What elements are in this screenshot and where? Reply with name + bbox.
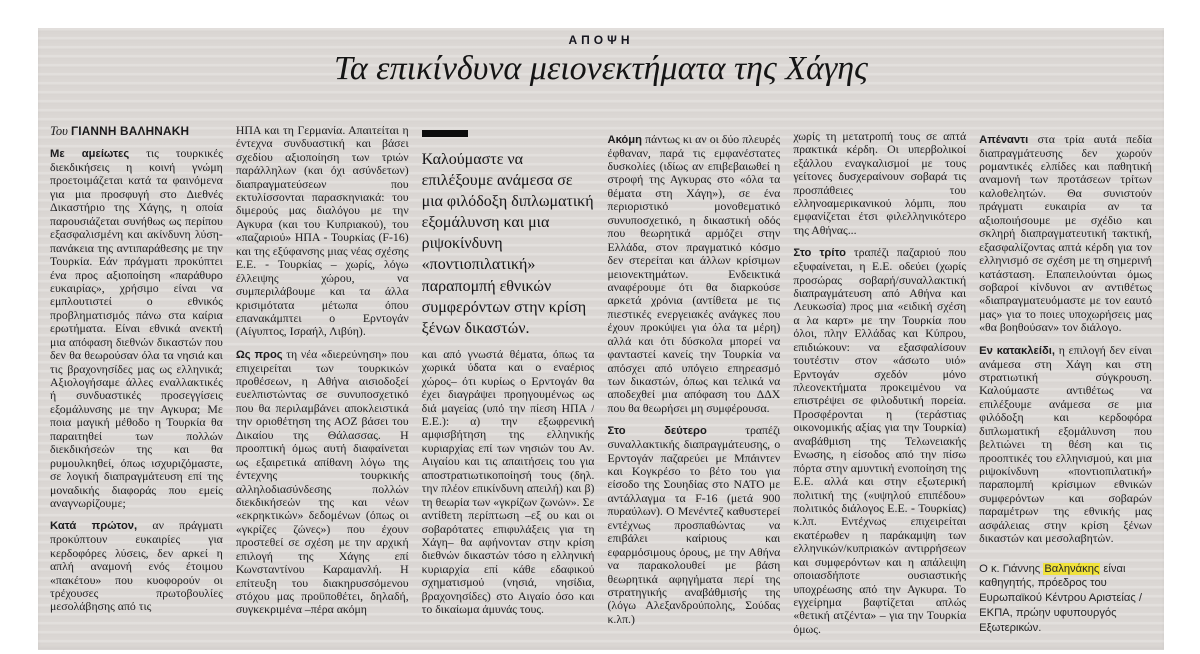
column-4: [607, 124, 780, 636]
paragraph-text: τραπέζι παζαριού που εξυφαίνεται, η Ε.Ε. οδεύει (χωρίς προσώρας σοβαρή/συναλλακτική διαπραγμάτευση από Αθήνα και Λευκωσία) προς μια «ειδική σχέση α λα καρτ» με την Τουρκία που όλοι, πλην Ελλάδας και Κύπρου, επιδιώκουν: να εξασφαλίσουν τουτέστιν στον «άσωτο υιό» Ερντογάν σχεδόν μόνο πλεονεκτήματα προκειμένου να επιστρέψει σε φιλοδυτική πορεία. Προσφέρονται η (τεράστιας οικονομικής αξίας για την Τουρκία) αναβάθμιση της Τελωνειακής Ενωσης, η είσοδος από την πίσω πόρτα στην αμυντική ενοποίηση της Ε.Ε. αλλά και στην εξωτερική πολιτική της («υψηλού επιπέδου» πολιτικός διάλογος Ε.Ε. - Τουρκίας) κ.λπ. Εντέχνως επιχειρείται εκατέρωθεν η παράκαμψη των ελληνικών/κυπριακών αντιρρήσεων και συμφερόντων και η απάλειψη οποιασδήποτε ουσιαστικής υποχρέωσης από την Αγκυρα. Το εγχείρημα βαφτίζεται απλώς «θετική ατζέντα» – για την Τουρκία όμως.: [793, 245, 967, 636]
page-title: Τα επικίνδυνα μειονεκτήματα της Χάγης: [334, 50, 868, 87]
paragraph-text: στα τρία αυτά πεδία διαπραγμάτευσης δεν χωρούν ρομαντικές ελπίδες και παθητική αναμονή των προτάσεων τρίτων καλοθελητών. Θα συνιστούν πράγματι ευκαιρία αν τα αξιοποιήσουμε με σχέδιο και σκληρή διαπραγματευτική τακτική, εξασφαλίζοντας απτά κέρδη για τον ελληνισμό σε σχέση με τη σημερινή κατάσταση. Επαπειλούνται όμως σοβαροί κίνδυνοι αν αντιθέτως «διαπραγματευόμαστε με τον εαυτό μας» για το ποιες υποχωρήσεις μας «θα βοηθούσαν» τον διάλογο.: [979, 131, 1152, 335]
paragraph-lead: Με αμείωτες: [50, 148, 130, 161]
paragraph-lead: Κατά πρώτον,: [50, 520, 138, 533]
paragraph-text: πάντως κι αν οι δύο πλευρές έφθαναν, παρά τις εμφανέστατες δυσκολίες (ιδίως αν επιβεβαιωθεί η στροφή της Αγκυρας στο «όλα τα θέματα στη Χάγη»), σε ένα περιοριστικό μονοθεματικό συνυποσχετικό, η δικαστική οδός που θεωρητικά αρμόζει στην Ελλάδα, στον πραγματικό κόσμο δεν στερείται και άλλων κρίσιμων μειονεκτημάτων. Ενδεικτικά αναφέρουμε ότι θα διαρκούσε αρκετά χρόνια (αντίθετα με τις πιεστικές ενεργειακές ανάγκες που έχουν προκύψει για όλα τα μέρη) αλλά και ότι δύσκολα μπορεί να φανταστεί κανείς την Τουρκία να απόσχει από υπόγειο επηρεασμό των δικαστών, όπως και τελικά να αποδεχθεί μια απόφαση του ΔΔΧ που θα θεωρήσει μη συμφέρουσα.: [607, 131, 781, 415]
newspaper-page: [38, 28, 1164, 650]
paragraph: [979, 344, 1152, 546]
paragraph-text: τραπέζι συναλλακτικής διαπραγμάτευσης, ο Ερντογάν παζαρεύει με Μπάιντεν και Κογκρέσο το βέτο του για είσοδο της Σουηδίας στο ΝΑΤΟ με αντάλλαγμα τα F-16 (μετά 900 πυραύλων). Ο Μενέντεζ καθυστερεί εντέχνως προσπαθώντας να επιβάλει καίριους και εφαρμόσιμους όρους, με την Αθήνα να παρακολουθεί με βάση θεωρητικά αφηγήματα περί της στρατηγικής αναβάθμισής της (λόγω Αλεξανδρούπολης, Σούδας κ.λπ.): [607, 423, 781, 626]
paragraph: [50, 147, 223, 510]
bio-text: είναι καθηγητής, πρόεδρος του Ευρωπαϊκού Κέντρου Αριστείας / ΕΚΠΑ, πρώην υφυπουργός Εξωτερικών.: [979, 562, 1142, 634]
paragraph-lead: Εν κατακλείδι,: [979, 344, 1055, 357]
bio-text: Ο κ. Γιάννης: [979, 562, 1044, 575]
paragraph: [50, 519, 223, 613]
column-3: [422, 124, 595, 636]
paragraph-lead: Απέναντι: [979, 133, 1029, 146]
column-2: [236, 124, 409, 636]
author-bio: [979, 562, 1152, 636]
paragraph-lead: Στο δεύτερο: [607, 425, 707, 438]
paragraph-lead: Στο τρίτο: [793, 247, 846, 260]
pull-quote-rule: [422, 130, 468, 137]
section-kicker: ΑΠΟΨΗ: [568, 33, 634, 47]
paragraph: [607, 133, 780, 416]
column-1: [50, 124, 223, 636]
paragraph: [236, 124, 409, 339]
paragraph-lead: Ως προς: [235, 348, 283, 361]
paragraph-text: και από γνωστά θέματα, όπως τα χωρικά ύδατα και ο εναέριος χώρος– ότι κυρίως ο Ερντογάν θα έχει διαγράψει προηγουμένως ως διά μαγείας (υπό την πίεση ΗΠΑ / Ε.Ε.): α) την εξωφρενική αμφισβήτηση της ελληνικής κυριαρχίας επί των νησιών του Αν. Αιγαίου και τις απαιτήσεις του για αποστρατιωτικοποίησή τους (δηλ. την πλέον επικίνδυνη απειλή) και β) τη θεωρία των «γκρίζων ζωνών». Σε αντίθετη περίπτωση –εξ ου και οι σοβαρότατες επιφυλάξεις για τη Χάγη– θα αφήνονταν στην κρίση διεθνών δικαστών τόσο η ελληνική κυριαρχία επί κάθε εδαφικού σχηματισμού (νησιά, νησίδια, βραχονησίδες) στο Αιγαίο όσο και το δικαίωμα άμυνάς τους.: [421, 346, 595, 617]
pull-quote: Καλούμαστε να επιλέξουμε ανάμεσα σε μια φιλόδοξη διπλωματική εξομάλυνση και μια ριψοκίνδυνη «ποντιοπιλατική» παραπομπή εθνικών συμφερόντων στην κρίση ξένων δικαστών.: [421, 150, 594, 337]
byline-author: ΓΙΑΝΝΗ ΒΑΛΗΝΑΚΗ: [70, 123, 190, 138]
column-6: [979, 124, 1152, 636]
column-5: [793, 124, 966, 636]
paragraph: [236, 348, 409, 617]
paragraph-lead: Ακόμη: [607, 133, 642, 146]
byline-prefix: Του: [50, 123, 71, 138]
paragraph: [979, 133, 1152, 335]
article-columns: [38, 111, 1164, 636]
paragraph: [793, 130, 966, 238]
paragraph-text: η επιλογή δεν είναι ανάμεσα στη Χάγη και στη στρατιωτική σύγκρουση. Καλούμαστε αντιθέτως να επιλέξουμε ανάμεσα σε μια φιλόδοξη και κερδοφόρα διπλωματική εξομάλυνση που βελτιώνει τη θέση και τις προοπτικές του ελληνισμού, και μια ριψοκίνδυνη «ποντιοπιλατική» παραπομπή κρίσιμων εθνικών συμφερόντων και σοβαρών παραμέτρων της εθνικής μας ασφάλειας στην κρίση ξένων δικαστών και μεσολαβητών.: [979, 342, 1152, 546]
paragraph-text: χωρίς τη μετατροπή τους σε απτά πρακτικά κέρδη. Οι υπερβολικοί εξάλλου εναγκαλισμοί με τους γείτονες δυσχεραίνουν σοβαρά τις προσπάθειες του ελληνοαμερικανικού λόμπι, που εμφανίζεται έτσι φιλελληνικότερο της Αθήνας...: [793, 128, 967, 237]
byline: [50, 124, 223, 138]
bio-author-highlight: Βαληνάκης: [1044, 562, 1100, 575]
paragraph-text: ΗΠΑ και τη Γερμανία. Απαιτείται η έντεχνα συνδυαστική και βάσει σχεδίου αξιοποίηση των τριών παράλληλων (και όχι ασύνδετων) διαπραγματεύσεων που εκτυλίσσονται παρασκηνιακά: του διμερούς μας διαλόγου με την Αγκυρα (και του Κυπριακού), του «παζαριού» ΗΠΑ - Τουρκίας (F-16) και της εξύφανσης μιας νέας σχέσης Ε.Ε. - Τουρκίας – χωρίς, λόγω έλλειψης χώρου, να συμπεριλάβουμε και τα άλλα κρισιμότατα μέτωπα όπου επανακάμπτει ο Ερντογάν (Αίγυπτος, Ισραήλ, Λιβύη).: [235, 123, 409, 339]
paragraph-text: αν πράγματι προκύπτουν ευκαιρίες για κερδοφόρες λύσεις, δεν αρκεί η απλή αναμονή ενός έτοιμου «πακέτου» που κυοφορούν οι τρέχουσες πρωτοβουλίες μεσολάβησης από τις: [50, 518, 223, 614]
paragraph: [422, 348, 595, 617]
paragraph: [793, 246, 966, 636]
paragraph: [607, 424, 780, 626]
paragraph-text: τη νέα «διερεύνηση» που επιχειρείται των τουρκικών προθέσεων, η Αθήνα αισιοδοξεί ευελπιστώντας σε συνυποσχετικό που θα περιλαμβάνει αποκλειστικά την οριοθέτηση της ΑΟΖ βάσει του Δικαίου της Θάλασσας. Η προοπτική όμως αυτή διαφαίνεται ως εξαιρετικά απίθανη λόγω της έντεχνης τουρκικής αλληλοδιασύνδεσης πολλών διεκδικήσεών της και νέων «εκρηκτικών» δεδομένων (όπως οι «γκρίζες ζώνες») που έχουν προστεθεί σε σχέση με την αρχική επιλογή της Χάγης επί Κωνσταντίνου Καραμανλή. Η επίτευξη του διακηρυσσόμενου στόχου μας προϋποθέτει, δηλαδή, συγκεκριμένα –πέρα ακόμη: [235, 346, 409, 617]
paragraph-text: τις τουρκικές διεκδικήσεις η κοινή γνώμη προετοιμάζεται κατά τα φαινόμενα για μια προσφυγή στο Διεθνές Δικαστήριο της Χάγης, η οποία παρουσιάζεται συνήθως ως περίπου εξασφαλισμένη και ακίνδυνη λύση-πανάκεια της αντιπαράθεσης με την Τουρκία. Εάν πράγματι προκύπτει ένα προς αξιοποίηση «παράθυρο ευκαιρίας», χρήσιμο είναι να εμπλουτιστεί ο εθνικός προβληματισμός πάνω στα καίρια ερωτήματα. Είναι εθνικά ανεκτή μια απόφαση διεθνών δικαστών που δεν θα θεωρούσαν όλα τα νησιά και τις βραχονησίδες μας ως ελληνικά; Αξιολογήσαμε άλλες εναλλακτικές ή συνδυαστικές προσεγγίσεις εξομάλυνσης με την Αγκυρα; Με ποια μαγική μέθοδο η Τουρκία θα παραιτηθεί των πολλών διεκδικήσεών της και θα ρυμουλκηθεί, όπως ισχυριζόμαστε, σε λογική διαπραγμάτευση επί της μοναδικής διαφοράς που εμείς αναγνωρίζουμε;: [50, 146, 223, 510]
